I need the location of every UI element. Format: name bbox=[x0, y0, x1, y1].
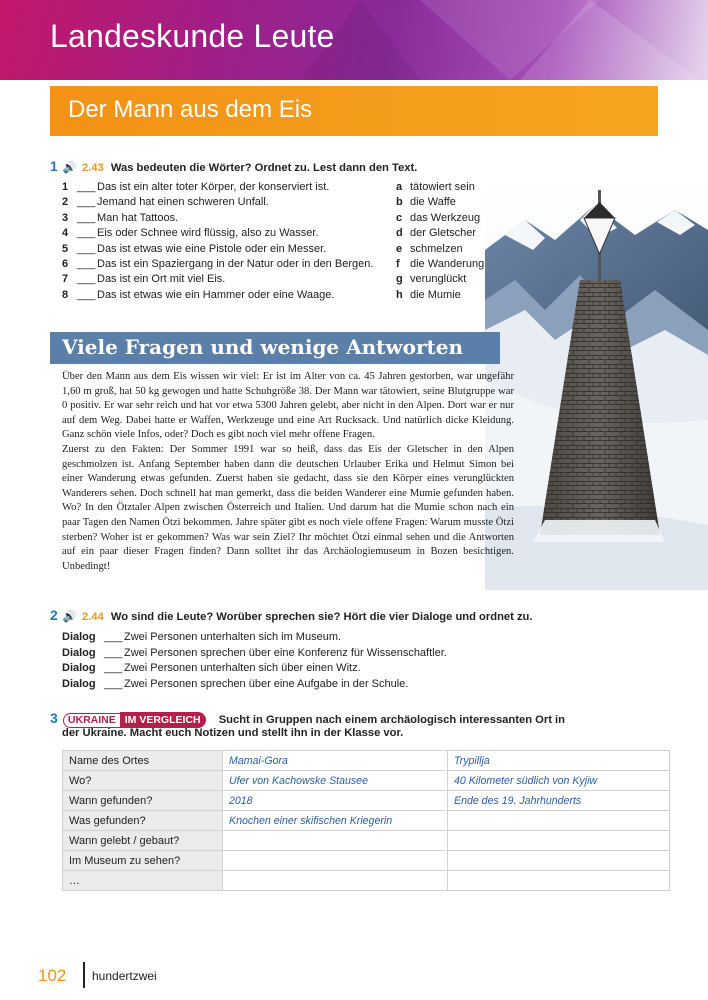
lesson-title: Der Mann aus dem Eis bbox=[68, 96, 313, 123]
task-instruction: Wo sind die Leute? Worüber sprechen sie? Hört die vier Dialoge und ordnet zu. bbox=[110, 611, 533, 623]
audio-track-number: 2.43 bbox=[81, 162, 104, 174]
oetzi-monument-photo bbox=[485, 180, 708, 590]
answer-blank: ___ bbox=[104, 662, 123, 675]
article-heading-bar bbox=[50, 332, 500, 364]
article-title: Viele Fragen und wenige Antworten bbox=[62, 335, 464, 359]
answer-blank: ___ bbox=[77, 257, 96, 270]
comparison-badge bbox=[63, 712, 206, 728]
dialog-description: Zwei Personen sprechen über eine Konferenz für Wissenschaftler. bbox=[124, 646, 447, 659]
speaker-icon[interactable]: 🔊 bbox=[62, 611, 77, 623]
page-title: Landeskunde Leute bbox=[50, 18, 335, 54]
option-letter: f bbox=[396, 257, 400, 270]
task-instruction: Sucht in Gruppen nach einem archäologisch interessanten Ort in bbox=[218, 714, 565, 726]
footer-divider bbox=[83, 962, 85, 988]
task-3-heading bbox=[50, 710, 565, 728]
answer-blank: ___ bbox=[77, 288, 96, 301]
option-letter: a bbox=[396, 181, 403, 193]
row-label: Was gefunden? bbox=[63, 811, 223, 831]
speaker-icon[interactable]: 🔊 bbox=[62, 162, 77, 174]
note-cell[interactable] bbox=[448, 851, 670, 871]
note-cell[interactable]: 2018 bbox=[223, 791, 448, 811]
row-label: Wann gefunden? bbox=[63, 791, 223, 811]
dialog-label: Dialog bbox=[62, 662, 96, 675]
item-definition: Das ist etwas wie ein Hammer oder eine Waage. bbox=[97, 288, 335, 301]
item-definition: Jemand hat einen schweren Unfall. bbox=[97, 196, 269, 209]
option-letter: g bbox=[396, 273, 403, 286]
answer-blank: ___ bbox=[104, 646, 123, 659]
header-decoration bbox=[520, 0, 700, 80]
note-cell[interactable] bbox=[448, 871, 670, 891]
option-word: die Mumie bbox=[410, 288, 461, 301]
item-number: 2 bbox=[62, 196, 69, 209]
table-row bbox=[63, 771, 670, 791]
item-number: 7 bbox=[62, 273, 69, 286]
option-letter: h bbox=[396, 288, 403, 301]
answer-blank: ___ bbox=[77, 227, 96, 240]
article-paragraph: Über den Mann aus dem Eis wissen wir viel: Er ist im Alter von ca. 45 Jahren gestorben, war ungefähr 1,60 m groß, hat 50 kg gewogen und hatte Schuhgröße 38. Der Mann war tätowiert, seine Blutgruppe war 0 positiv. Er war sehr reich und hat vor etwa 5300 Jahren gelebt, aber nicht in den Alpen. Dort war er nur auf dem Weg. Dabei hatte er Waffen, Werkzeuge und eine Art Rucksack. Und natürlich dicke Kleidung. Ganz schön viele Infos, oder? Doch es gibt noch viel mehr offene Fragen. bbox=[62, 371, 514, 441]
option-letter: d bbox=[396, 227, 403, 240]
item-number: 5 bbox=[62, 242, 69, 255]
option-word: das Werkzeug bbox=[410, 211, 481, 224]
item-definition: Eis oder Schnee wird flüssig, also zu Wasser. bbox=[97, 227, 319, 240]
item-definition: Man hat Tattoos. bbox=[97, 211, 179, 224]
note-cell[interactable]: Mamai-Gora bbox=[223, 751, 448, 771]
dialog-label: Dialog bbox=[62, 631, 96, 643]
option-word: verunglückt bbox=[410, 273, 467, 286]
note-cell[interactable] bbox=[448, 811, 670, 831]
option-word: der Gletscher bbox=[410, 227, 477, 240]
task-1-heading bbox=[50, 158, 417, 174]
option-word: tätowiert sein bbox=[410, 181, 475, 193]
note-cell[interactable]: Trypillja bbox=[448, 751, 670, 771]
answer-blank: ___ bbox=[104, 678, 123, 691]
table-row bbox=[63, 871, 670, 891]
item-number: 8 bbox=[62, 288, 69, 301]
task-2-heading bbox=[50, 607, 533, 623]
note-cell[interactable]: Knochen einer skifischen Kriegerin bbox=[223, 811, 448, 831]
item-number: 1 bbox=[62, 181, 69, 193]
dialog-label: Dialog bbox=[62, 646, 96, 659]
option-letter: e bbox=[396, 242, 403, 255]
option-letter: c bbox=[396, 211, 403, 224]
row-label: Wann gelebt / gebaut? bbox=[63, 831, 223, 851]
task-number: 2 bbox=[50, 607, 58, 623]
table-row bbox=[63, 851, 670, 871]
item-definition: Das ist etwas wie eine Pistole oder ein Messer. bbox=[97, 242, 327, 255]
note-cell[interactable] bbox=[223, 831, 448, 851]
note-cell[interactable] bbox=[448, 831, 670, 851]
answer-blank: ___ bbox=[77, 211, 96, 224]
dialog-description: Zwei Personen unterhalten sich über einen Witz. bbox=[124, 662, 361, 675]
table-row bbox=[63, 791, 670, 811]
item-number: 3 bbox=[62, 211, 69, 224]
dialog-description: Zwei Personen unterhalten sich im Museum. bbox=[124, 631, 342, 643]
answer-blank: ___ bbox=[77, 196, 96, 209]
note-cell[interactable] bbox=[223, 851, 448, 871]
article-text bbox=[62, 370, 514, 574]
lesson-banner bbox=[50, 86, 658, 136]
task-number: 3 bbox=[50, 710, 58, 726]
row-label: Name des Ortes bbox=[63, 751, 223, 771]
note-cell[interactable]: Ufer von Kachowske Stausee bbox=[223, 771, 448, 791]
item-number: 4 bbox=[62, 227, 69, 240]
task-instruction-continued: der Ukraine. Macht euch Notizen und stellt ihn in der Klasse vor. bbox=[62, 727, 404, 739]
badge-label: IM VERGLEICH bbox=[120, 712, 206, 728]
option-word: die Wanderung bbox=[410, 257, 485, 270]
task-instruction: Was bedeuten die Wörter? Ordnet zu. Lest dann den Text. bbox=[110, 162, 418, 174]
mountain-monument-illustration bbox=[485, 180, 708, 590]
notes-table bbox=[62, 750, 670, 891]
article-paragraph: Zuerst zu den Fakten: Der Sommer 1991 war so heiß, dass das Eis der Gletscher in den Alpen geschmolzen ist. Anfang September haben dann die deutschen Urlauber Erika und Helmut Simon bei einer Wanderung etwas gefunden. Zuerst haben sie gedacht, dass sie den Körper eines verunglückten Wanderers sehen. Doch schnell hat man gemerkt, dass die beiden Wanderer eine Mumie gefunden haben. Wo? In den Ötztaler Alpen zwischen Österreich und Italien. Und darum hat die Mumie schon nach ein paar Tagen den Namen Ötzi bekommen. Jahre später gibt es noch viele offene Fragen: Warum musste Ötzi sterben? Woher ist er gekommen? Was war sein Ziel? Ihr möchtet Ötzi einmal sehen und die Antworten auf ein paar dieser Fragen finden? Dann solltet ihr das Archäologiemuseum in Bozen besichtigen. Unbedingt! bbox=[62, 443, 514, 572]
answer-blank: ___ bbox=[77, 273, 96, 286]
note-cell[interactable]: Ende des 19. Jahrhunderts bbox=[448, 791, 670, 811]
table-row bbox=[63, 751, 670, 771]
table-row bbox=[63, 811, 670, 831]
option-word: schmelzen bbox=[410, 242, 463, 255]
item-definition: Das ist ein alter toter Körper, der konserviert ist. bbox=[97, 181, 330, 193]
note-cell[interactable]: 40 Kilometer südlich von Kyjiw bbox=[448, 771, 670, 791]
snow-base bbox=[533, 520, 665, 542]
option-word: die Waffe bbox=[410, 196, 456, 209]
page-header bbox=[0, 0, 708, 80]
note-cell[interactable] bbox=[223, 871, 448, 891]
badge-country: UKRAINE bbox=[63, 713, 121, 728]
item-definition: Das ist ein Ort mit viel Eis. bbox=[97, 273, 226, 286]
answer-blank: ___ bbox=[77, 242, 96, 255]
dialog-label: Dialog bbox=[62, 678, 96, 691]
page-number: 102 bbox=[38, 966, 67, 985]
option-letter: b bbox=[396, 196, 403, 209]
item-number: 6 bbox=[62, 257, 69, 270]
row-label: Im Museum zu sehen? bbox=[63, 851, 223, 871]
item-definition: Das ist ein Spaziergang in der Natur oder in den Bergen. bbox=[97, 257, 374, 270]
table-row bbox=[63, 831, 670, 851]
dialog-description: Zwei Personen sprechen über eine Aufgabe in der Schule. bbox=[124, 678, 409, 691]
audio-track-number: 2.44 bbox=[81, 611, 104, 623]
row-label: Wo? bbox=[63, 771, 223, 791]
task-number: 1 bbox=[50, 158, 58, 174]
answer-blank: ___ bbox=[77, 181, 96, 193]
page-number-word: hundertzwei bbox=[92, 969, 157, 983]
row-label: … bbox=[63, 871, 223, 891]
answer-blank: ___ bbox=[104, 631, 123, 643]
